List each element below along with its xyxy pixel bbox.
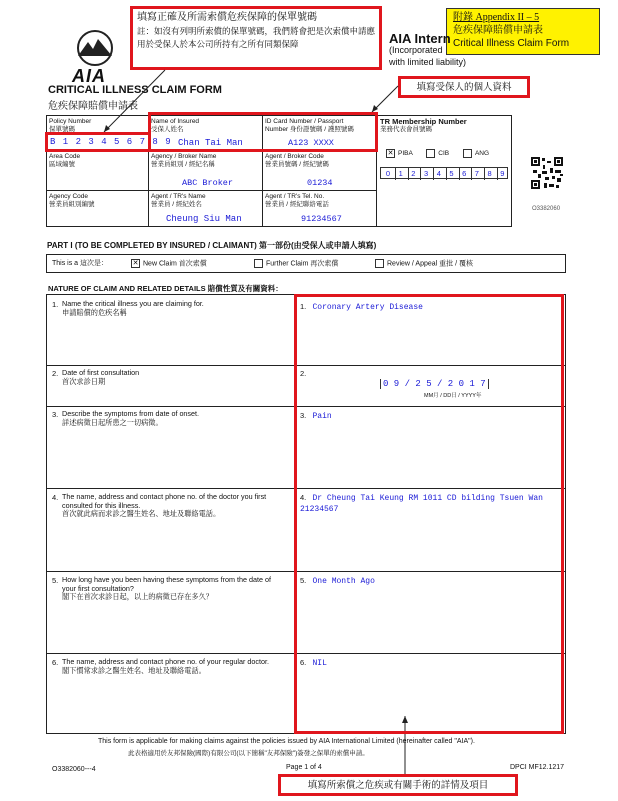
agency-broker-name-label bbox=[151, 153, 216, 169]
tr-digit: 0 bbox=[381, 168, 396, 180]
q1-label-zh: 申請賠償的危疾名稱 bbox=[62, 307, 127, 317]
tr-membership-label-zh: 業務代表會員號碼 bbox=[380, 126, 432, 133]
form-title-en: CRITICAL ILLNESS CLAIM FORM bbox=[48, 84, 222, 96]
q5-answer-value: One Month Ago bbox=[312, 577, 375, 586]
part1-heading: PART I (TO BE COMPLETED BY INSURED / CLAIMANT) 第一部份(由受保人或申請人填寫) bbox=[47, 241, 377, 250]
tr-digit: 5 bbox=[445, 168, 460, 180]
policy-number-value[interactable]: B 1 2 3 4 5 6 7 8 9 bbox=[50, 137, 172, 147]
claim-details-callout-text: 填寫所索償之危疾或有關手術的詳情及項目 bbox=[307, 780, 489, 791]
new-claim-label: New Claim 首次索償 bbox=[143, 260, 207, 268]
agency-broker-name-label-zh: 營業員組別 / 經紀名稱 bbox=[151, 161, 215, 168]
q2-label-zh: 首次求診日期 bbox=[62, 376, 106, 386]
agency-broker-name-value[interactable]: ABC Broker bbox=[182, 178, 234, 188]
footer-version: DPCI MF12.1217 bbox=[510, 764, 565, 771]
tr-membership-label-en: TR Membership Number bbox=[380, 117, 467, 126]
policy-number-highlight bbox=[45, 132, 151, 152]
q4-answer-number: 4. bbox=[300, 493, 307, 502]
answers-highlight bbox=[294, 294, 564, 734]
checkbox-cib[interactable] bbox=[426, 149, 435, 158]
tr-digit: 1 bbox=[394, 168, 409, 180]
checkbox-further-claim[interactable] bbox=[254, 259, 263, 268]
q5-number: 5. bbox=[52, 576, 59, 585]
footer-form-code: O3382060---4 bbox=[52, 766, 96, 773]
id-number-label-en2: Number 身份證號碼 / 護照號碼 bbox=[265, 126, 354, 133]
q6-answer-number: 6. bbox=[300, 658, 307, 667]
tr-digit: 8 bbox=[483, 168, 498, 180]
q3-number: 3. bbox=[52, 410, 59, 419]
area-code-label bbox=[49, 153, 80, 169]
company-liability: with limited liability) bbox=[389, 57, 467, 67]
policy-number-label-en: Policy Number bbox=[49, 118, 92, 125]
q5-label-en: How long have you been having these symptoms from the date of your first consultation? bbox=[62, 575, 271, 593]
tr-options bbox=[383, 149, 489, 158]
agency-code-label-en: Agency Code bbox=[49, 193, 89, 200]
agency-code-label-zh: 營業員組別編號 bbox=[49, 201, 95, 208]
checkbox-ang[interactable] bbox=[463, 149, 472, 158]
review-appeal-label: Review / Appeal 重批 / 覆核 bbox=[387, 260, 473, 268]
q2-label bbox=[62, 369, 286, 386]
q2-label-en: Date of first consultation bbox=[62, 368, 140, 377]
q4-label-zh: 首次就此病而求診之醫生姓名、地址及聯絡電話。 bbox=[62, 509, 221, 519]
company-incorporated: (Incorporated bbox=[389, 45, 443, 55]
insured-name-value[interactable]: Chan Tai Man bbox=[178, 138, 243, 148]
area-code-label-zh: 區域編號 bbox=[49, 161, 75, 168]
company-name: AIA Intern bbox=[389, 31, 451, 46]
q4-number: 4. bbox=[52, 493, 59, 502]
q1-number: 1. bbox=[52, 300, 59, 309]
q4-label bbox=[62, 493, 286, 519]
tr-digit: 4 bbox=[432, 168, 447, 180]
agent-tr-name-label-zh: 營業員 / 經紀姓名 bbox=[151, 201, 202, 208]
q2-answer-date[interactable]: 0 9 / 2 5 / 2 0 1 7 bbox=[380, 379, 489, 389]
tr-option-piba: PIBA bbox=[398, 150, 413, 158]
callout-note: 註：如沒有列明所索償的保單號碼，我們將會把是次索償申請應用於受保人於本公司所持有之所有同類保障 bbox=[137, 26, 376, 49]
q1-answer-value: Coronary Artery Disease bbox=[312, 303, 423, 312]
agent-tr-name-label-en: Agent / TR's Name bbox=[151, 193, 206, 200]
tr-digit: 2 bbox=[406, 168, 421, 180]
q2-date-caption: MM月 / DD日 / YYYY年 bbox=[424, 393, 482, 399]
q6-answer-value: NIL bbox=[312, 659, 327, 668]
barcode-number: O3382060 bbox=[532, 206, 561, 212]
aia-logo-text: AIA bbox=[72, 66, 106, 86]
q2-number: 2. bbox=[52, 369, 59, 378]
nature-heading: NATURE OF CLAIM AND RELATED DETAILS 賠償性質及有關資料： bbox=[48, 284, 283, 293]
footer-page: Page 1 of 4 bbox=[286, 764, 322, 771]
claim-details-callout bbox=[278, 774, 518, 796]
insured-name-label-en: Name of Insured bbox=[151, 118, 200, 125]
q5-label bbox=[62, 576, 286, 602]
callout-title: 填寫正確及所需索償危疾保障的保單號碼 bbox=[137, 12, 317, 23]
insured-callout-text: 填寫受保人的個人資料 bbox=[416, 82, 512, 93]
this-is-a-label: This is a 這次是： bbox=[52, 260, 109, 267]
appendix-title: 附錄 Appendix II – 5 bbox=[453, 12, 540, 23]
q3-answer-value: Pain bbox=[312, 412, 332, 421]
q6-label-en: The name, address and contact phone no. of your regular doctor. bbox=[62, 657, 269, 666]
tr-digit-boxes[interactable] bbox=[380, 167, 508, 179]
agency-code-label bbox=[49, 193, 95, 209]
form-title-zh: 危疾保障賠償申請表 bbox=[48, 101, 138, 112]
appendix-zh-name: 危疾保障賠償申請表 bbox=[453, 25, 543, 36]
agent-broker-code-label-zh: 營業員號碼 / 經紀號碼 bbox=[265, 161, 329, 168]
tr-option-cib: CIB bbox=[438, 150, 450, 158]
id-number-value[interactable]: A123 XXXX bbox=[288, 138, 334, 148]
option-new-claim[interactable] bbox=[128, 259, 207, 268]
q1-answer-number: 1. bbox=[300, 302, 307, 311]
agent-broker-code-label-en: Agent / Broker Code bbox=[265, 153, 324, 160]
insured-details-highlight bbox=[148, 112, 378, 152]
tr-digit: 3 bbox=[419, 168, 434, 180]
agent-tr-name-value[interactable]: Cheung Siu Man bbox=[166, 214, 242, 224]
footer-note-en: This form is applicable for making claims against the policies issued by AIA International Limited (hereinafter called "AIA"). bbox=[98, 738, 475, 745]
insured-name-label-zh: 受保人姓名 bbox=[151, 126, 184, 133]
footer-note-zh: 此表格適用於友邦保險(國際)有限公司(以下簡稱"友邦保險")簽發之保單的索償申請。 bbox=[128, 750, 369, 757]
agent-tel-label bbox=[265, 193, 329, 209]
checkbox-piba[interactable]: ✕ bbox=[387, 150, 394, 157]
q3-answer-number: 3. bbox=[300, 411, 307, 420]
tr-digit: 7 bbox=[470, 168, 485, 180]
option-review-appeal[interactable] bbox=[372, 259, 473, 268]
q3-label bbox=[62, 410, 286, 427]
qr-code-graphic bbox=[530, 156, 564, 190]
q5-label-zh: 閣下在首次求診日起，以上的病徵已存在多久？ bbox=[62, 592, 213, 602]
checkbox-new-claim[interactable]: ✕ bbox=[132, 260, 139, 267]
policy-number-label-zh: 保單號碼 bbox=[49, 126, 75, 133]
claim-type-row bbox=[52, 259, 108, 268]
agent-tel-value[interactable]: 91234567 bbox=[301, 214, 342, 224]
tr-digit: 6 bbox=[457, 168, 472, 180]
option-further-claim[interactable] bbox=[251, 259, 338, 268]
q1-label bbox=[62, 300, 286, 317]
agent-tel-label-en: Agent / TR's Tel. No. bbox=[265, 193, 325, 200]
q6-label bbox=[62, 658, 286, 675]
agent-tr-name-label bbox=[151, 193, 206, 209]
further-claim-label: Further Claim 再次索償 bbox=[266, 260, 339, 268]
agent-broker-code-label bbox=[265, 153, 329, 169]
id-number-label-en: ID Card Number / Passport bbox=[265, 118, 344, 125]
agency-broker-name-label-en: Agency / Broker Name bbox=[151, 153, 217, 160]
tr-membership-label bbox=[380, 118, 467, 134]
tr-option-ang: ANG bbox=[474, 150, 490, 158]
q4-label-en: The name, address and contact phone no. of the doctor you first consulted for this illness. bbox=[62, 492, 267, 510]
q2-answer-num: 2. bbox=[300, 369, 307, 378]
q4-answer-value: Dr Cheung Tai Keung RM 1011 CD bilding Tsuen Wan 21234567 bbox=[300, 494, 543, 514]
agent-tel-label-zh: 營業員 / 經紀聯絡電話 bbox=[265, 201, 329, 208]
agent-broker-code-value[interactable]: 01234 bbox=[307, 178, 333, 188]
checkbox-review-appeal[interactable] bbox=[375, 259, 384, 268]
q5-answer-number: 5. bbox=[300, 576, 307, 585]
tr-digit: 9 bbox=[500, 169, 505, 178]
q6-number: 6. bbox=[52, 658, 59, 667]
q6-label-zh: 閣下慣常求診之醫生姓名、地址及聯絡電話。 bbox=[62, 665, 206, 675]
q1-label-en: Name the critical illness you are claiming for. bbox=[62, 299, 204, 308]
qr-code bbox=[530, 156, 564, 190]
q3-label-en: Describe the symptoms from date of onset. bbox=[62, 409, 200, 418]
q3-label-zh: 詳述病徵日起所患之一切病徵。 bbox=[62, 417, 163, 427]
appendix-en-name: Critical Illness Claim Form bbox=[453, 38, 570, 49]
area-code-label-en: Area Code bbox=[49, 153, 81, 160]
